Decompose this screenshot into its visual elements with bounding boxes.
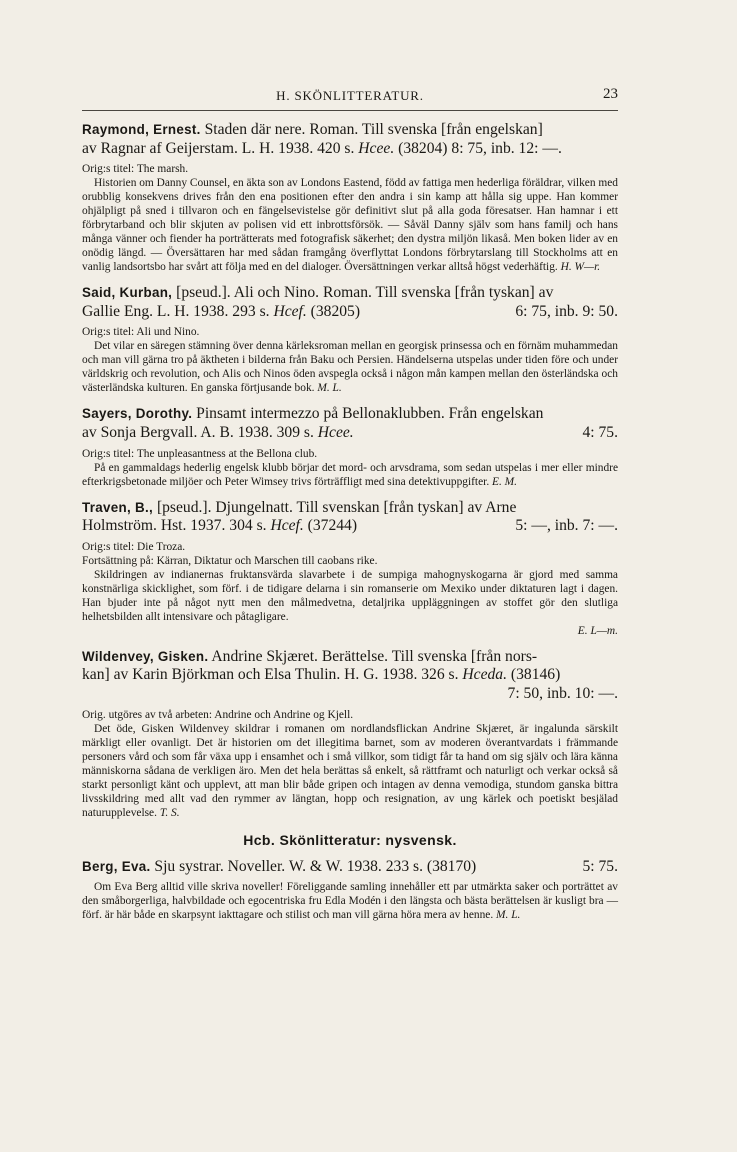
entry-title-line: Sju systrar. Noveller. W. & W. 1938. 233 s. (38170)	[154, 857, 477, 875]
entry-accession: (38146)	[507, 666, 561, 684]
entry-review	[82, 176, 618, 274]
entry-author: Berg, Eva.	[82, 858, 151, 874]
header-rule	[82, 110, 618, 111]
entry-author: Traven, B.,	[82, 499, 154, 515]
entry-review-text: Det vilar en säregen stämning över denna kärleksroman mellan en georgisk prinsessa och en förnäm muhammedan och man vill gärna tro på äktheten i bilderna från Baku och Persien. Händelserna utspelas under tiden före och under världskrig och revolution, och Alis och Ninos öden avspegla också i någon mån kampen mellan den österländska och västerländska kulturen. En ganska förtjusande bok.	[82, 340, 618, 395]
entry-classification: Hceda.	[462, 666, 508, 684]
entry-review-text: Historien om Danny Counsel, en äkta son av Londons Eastend, född av fattiga men hederliga föräldrar, vilken med orubblig konsekvens drives från den ena positionen efter den andra i sin kamp att hålla sig uppe. Han kommer ohjälpligt på sned i tillvaron och en fängelsevistelse gör definitivt slut på alla goda föresatser. Han hamnar i ett förbrytarband och blir skjuten av polisen vid ett inbrottsförsök. — Såväl Danny själv som hans familj och hans många vänner och fiender ha porträtterats med fotografisk säkerhet; den dystra miljön likaså. Men boken lider av en onödig längd. — Översättaren har med sådan framgång överflyttat Londons förbrytarslang till Stockholms att en vanlig landsortsbo har svårt att följa med en del dialoger. Översättningen verkar alltså högst vederhäftig.	[82, 177, 619, 274]
entry-author: Raymond, Ernest.	[82, 122, 201, 137]
entry-author: Sayers, Dorothy.	[82, 406, 193, 422]
entry-classification: Hcee.	[317, 423, 354, 441]
page	[82, 86, 618, 932]
entry-title-line: Andrine Skjæret. Berättelse. Till svenska [från nors-	[211, 647, 538, 665]
entry-price: 4: 75.	[582, 423, 618, 441]
entry-price: 7: 50, inb. 10: —.	[507, 684, 618, 702]
entry-series-note: Fortsättning på: Kärran, Diktatur och Marschen till caobans rike.	[82, 554, 378, 567]
page-number: 23	[603, 86, 618, 102]
entry-pub-row	[82, 517, 618, 536]
entry-head	[82, 648, 618, 704]
entry-pub-line: kan] av Karin Björkman och Elsa Thulin. H. G. 1938. 326 s.	[82, 666, 463, 684]
entry-title-line: [pseud.]. Djungelnatt. Till svenskan [från tyskan] av Arne	[156, 498, 517, 516]
entry-title-line: Pinsamt intermezzo på Bellonaklubben. Från engelskan	[196, 405, 544, 423]
entry-pub-row	[82, 303, 618, 322]
entry-review	[82, 722, 618, 820]
entry-signature: M. L.	[496, 909, 521, 922]
running-head	[82, 86, 618, 108]
entry-classification: Hcef.	[273, 302, 307, 320]
entry-raymond	[82, 121, 618, 274]
entry-review	[82, 461, 618, 489]
entry-original-title: Orig:s titel: Die Troza.	[82, 540, 186, 553]
entry-review-text: Det öde, Gisken Wildenvey skildrar i romanen om nordlandsflickan Andrine Skjæret, är ingalunda särskilt märkligt eller ovanligt. Det är historien om det illegitima barnet, som av moderen överantvardats i främmande personers vård och som får växa upp i ensamhet och i små villkor, som tidigt får ta hand om sig själv och lära känna människorna sådana de verkligen äro. Men det hela berättas så enkelt, så rättframt och naturligt och verkar också så starkt personligt känt och upplevt, att man blir både gripen och intagen av denna vemodiga, stundom ganska bittra livsskildring med allt vad den rymmer av längtan, hopp och resignation, av ung kärlek och poetiskt besjälad naturupplevelse.	[82, 722, 618, 819]
entry-head	[82, 858, 618, 877]
entry-review-text: Skildringen av indianernas fruktansvärda slavarbete i de sumpiga mahognyskogarna är gjord med samma konstnärliga skicklighet, som förf. i de tidigare delarna i sin romanserie om Mexiko under diktaturen lagt i dagen. Han bjuder inte på något nytt men den målmedvetna, detaljrika uppläggningen av stoffet gör den slutliga helhetsbilden allt intensivare och påtagligare.	[82, 568, 618, 623]
entry-review	[82, 568, 618, 624]
entry-traven	[82, 499, 618, 638]
entry-accession: (37244)	[303, 517, 358, 535]
entry-price: 5: 75.	[582, 857, 618, 875]
entry-head	[82, 405, 618, 442]
entry-price: 6: 75, inb. 9: 50.	[515, 302, 618, 320]
entry-sayers	[82, 405, 618, 488]
entry-review-text: På en gammaldags hederlig engelsk klubb börjar det mord- och arvsdrama, som sedan utspelas i mer eller mindre efterkrigsbetonade miljöer och Peter Wimsey trivs förträffligt med sina detektivuppgifter.	[82, 461, 618, 488]
entry-classification: Hcee.	[358, 139, 395, 157]
entry-review	[82, 880, 618, 922]
entry-title-line: Staden där nere. Roman. Till svenska [från engelskan]	[204, 121, 543, 138]
entry-review-text: Om Eva Berg alltid ville skriva noveller! Föreliggande samling innehåller ett par utmärkta saker och porträttet av den småborgerliga, halvbildade och egocentriska fru Edla Modén i den längsta och bästa berättelsen är kusligt bra — förf. är här både en skarpsynt iakttagare och stilist och man vill gärna höra mera av henne.	[82, 881, 618, 922]
entry-signature: H. W—r.	[560, 261, 601, 274]
entry-pub-row	[82, 424, 618, 443]
entry-price: (38204) 8: 75, inb. 12: —.	[394, 139, 562, 157]
entry-signature: E. M.	[492, 475, 518, 488]
running-title: H. SKÖNLITTERATUR.	[276, 88, 424, 103]
entry-author: Wildenvey, Gisken.	[82, 648, 209, 664]
entry-accession: (38205)	[306, 302, 361, 320]
entry-price: 5: —, inb. 7: —.	[515, 517, 618, 535]
entry-signature: E. L—m.	[577, 624, 618, 637]
entry-title-line: [pseud.]. Ali och Nino. Roman. Till svenska [från tyskan] av	[176, 284, 554, 302]
entry-head	[82, 284, 618, 321]
entry-pub-line: Holmström. Hst. 1937. 304 s.	[82, 517, 271, 535]
entry-said	[82, 284, 618, 395]
entry-original-title: Orig:s titel: Ali und Nino.	[82, 326, 200, 339]
entry-original-title: Orig. utgöres av två arbeten: Andrine och Andrine og Kjell.	[82, 708, 354, 721]
entry-classification: Hcef.	[270, 517, 304, 535]
entry-pub-line: av Sonja Bergvall. A. B. 1938. 309 s.	[82, 423, 318, 441]
entry-original-title: Orig:s titel: The unpleasantness at the Bellona club.	[82, 447, 318, 460]
entry-berg	[82, 858, 618, 923]
entry-signature: M. L.	[317, 382, 342, 395]
entry-pub-line: Gallie Eng. L. H. 1938. 293 s.	[82, 302, 274, 320]
entry-review	[82, 339, 618, 395]
section-heading: Hcb. Skönlitteratur: nysvensk.	[243, 831, 457, 848]
entry-pub-line: av Ragnar af Geijerstam. L. H. 1938. 420 s.	[82, 139, 359, 157]
entry-head	[82, 121, 618, 158]
entry-original-title: Orig:s titel: The marsh.	[82, 163, 189, 176]
entry-signature: T. S.	[159, 806, 180, 819]
entry-author: Said, Kurban,	[82, 285, 173, 301]
entry-head	[82, 499, 618, 536]
entry-wildenvey	[82, 648, 618, 820]
